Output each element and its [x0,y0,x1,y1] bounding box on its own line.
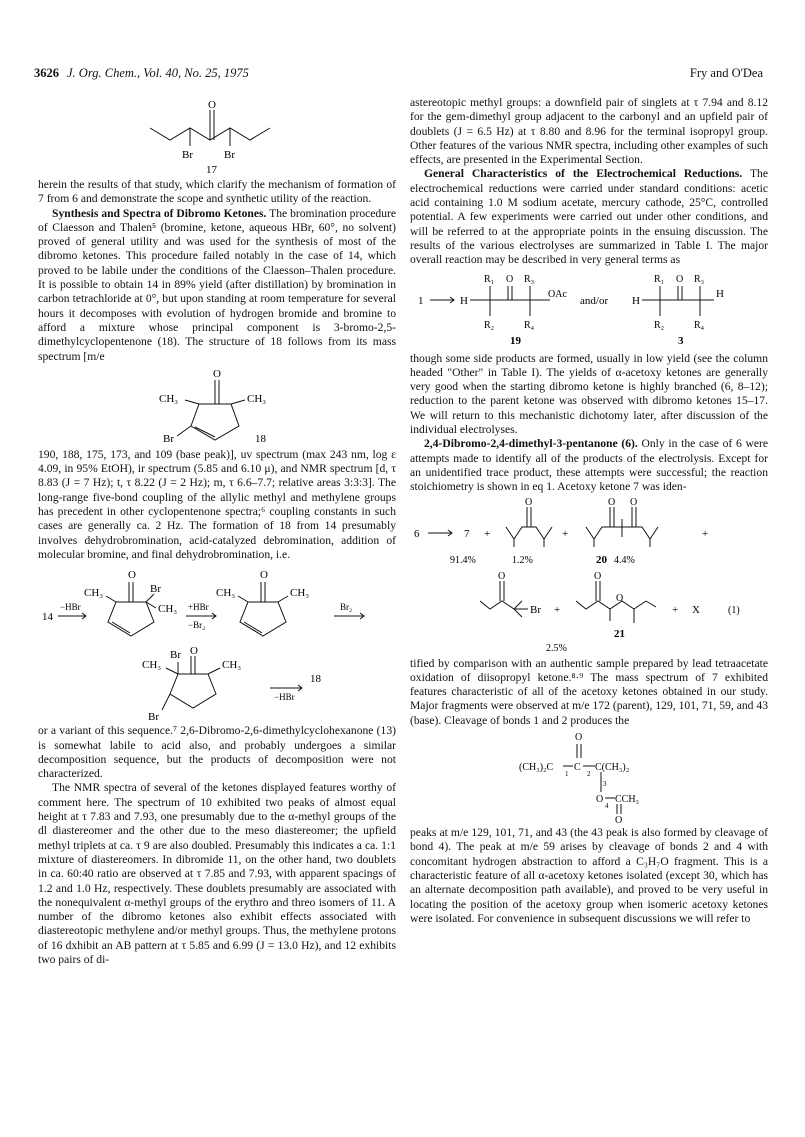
s18-num: 18 [255,432,266,445]
left-para-1: herein the results of that study, which clarify the mechanism of formation of 7 from 6 and demonstrate the scope and synthetic utility of the reaction. [38,178,396,206]
scheme-br-3: Br [148,711,159,723]
right-para-4-text: Only in the case of 6 were attempts made to identify all of the products of the electrolysis. Except for an unidentified trace product, these attempts were successful; the reaction stoichiometry is shown in eq 1. Acetoxy ketone 7 was iden- [410,437,769,494]
scheme-o-3: O [190,645,198,658]
journal-citation: J. Org. Chem., Vol. 40, No. 25, 1975 [67,66,249,80]
eq-h-2: H [632,294,640,307]
s17-br1: Br [182,149,193,161]
eq-oac: OAc [548,288,567,300]
eq1-o-3: O [630,496,638,508]
scheme-plus-hbr: +HBr [188,602,209,613]
s17-num: 17 [206,164,217,176]
right-para-5: tified by comparison with an authentic sample prepared by lead tetraacetate oxidation of diisopropyl ketone.⁸·⁹ The mass spectrum of 7 exhibited features characteristic of all of the acetoxy ketones obtained in our study. Major fragments were observed at m/e 172 (parent), 129, 101, 71, 59, and 43 (base). Cleavage of bonds 1 and 2 produces the [410,656,768,727]
eq-1: 1 [418,294,424,307]
eq1-6: 6 [414,527,420,540]
scheme-br-2: Br [170,649,181,662]
eq1-o-1: O [525,496,533,508]
right-para-4 [410,437,768,494]
scheme-br2: Br₂ [340,602,353,613]
s17-o: O [208,99,216,111]
heading-synthesis: Synthesis and Spectra of Dibromo Ketones. [52,206,267,220]
eq-r3-b: R₃ [694,273,705,285]
frag-o-top: O [575,732,583,744]
frag-bond-1: 1 [565,770,569,779]
eq-r4: R₄ [524,319,535,331]
eq-h-1: H [460,294,468,307]
structure-18 [137,366,297,446]
heading-dibromo: 2,4-Dibromo-2,4-dimethyl-3-pentanone (6). [424,437,638,451]
frag-cch3: CCH₃ [615,794,640,806]
left-para-2-text: The bromination procedure of Claesson and Thalen⁵ (bromine, ketone, aqueous HBr, 60°, no solvent) proved of general utility and was used for the synthesis of most of the dibromo ketones. This procedure failed notably in the case of 14, which proved to be labile under the conditions of the Claesson–Thalen procedure. It is possible to obtain 14 in 89% yield (after distillation) by bromination in carbon tetrachloride at 0°, but upon standing at room temperature for several hours it decomposes with evolution of hydrogen bromide and bromine to afford a mixture whose principal component is 3-bromo-2,5-dimethylcyclopentenone (18). The structure of 18 follows from its mass spectrum [m/e [38,206,397,363]
scheme-minus-hbr-2: −HBr [274,692,295,703]
eq1-number: (1) [728,604,740,616]
eq-3: 3 [678,334,684,347]
eq1-21: 21 [614,627,625,640]
eq1-x: X [692,603,700,616]
eq1-plus-4: + [554,603,561,616]
frag-c: C [574,762,581,774]
eq1-plus-3: + [702,527,709,540]
left-para-3: 190, 188, 175, 173, and 109 (base peak)], uv spectrum (max 243 nm, log ε 4.09, in 95% EtOH), ir spectrum (5.85 and 6.10 μ), and NMR spectrum [d, τ 8.83 (J = 7 Hz); t, τ 8.22 (J = 2 Hz); m, τ 6.6–7.7; relative areas 3:3:3]. The long-range five-bond coupling of the allylic methyl and methylene groups has precedent in other cyclopentenone spectra;⁶ coupling constants in such cases are generally ca. 2 Hz. The formation of 18 from 14 presumably involves dehydrobromination, acid-catalyzed debromination, addition of molecular bromine, and final dehydrobromination, i.e. [38,447,396,561]
s17-br2: Br [224,149,235,161]
scheme-ch3-6: CH₃ [222,659,242,672]
scheme-14: 14 [42,611,53,624]
eq1-7: 7 [464,527,470,540]
eq-h-3: H [716,287,724,300]
eq-r1-b: R₁ [654,273,665,285]
left-column [38,96,396,967]
scheme-ch3-4: CH₃ [290,587,310,600]
frag-left: (CH₃)₂C [519,762,554,774]
scheme-ch3-1: CH₃ [84,587,104,600]
frag-o-ester: O [596,794,604,806]
equation-1 [410,497,768,655]
running-head-authors: Fry and O'Dea [689,66,763,80]
scheme-br-1: Br [150,583,161,596]
eq1-yield-ketone: 1.2% [512,554,533,566]
running-head-left [34,66,249,81]
s18-br: Br [163,432,174,445]
eq-r1: R₁ [484,273,495,285]
scheme-ch3-2: CH₃ [158,603,178,616]
right-para-2-text: The electrochemical reductions were carried under standard conditions: acetic acid containing 1.0 M sodium acetate, mercury cathode, 25°C, controlled potential. A few experiments were carried out under other conditions, and will be referred to at the appropriate points in the ensuing discussion. The results of the various electrolyses are summarized in Table I. The major overall reaction may be described in very general terms as [410,167,769,267]
eq1-o-4: O [498,570,506,582]
general-equation [410,270,768,350]
s18-o: O [213,367,221,380]
left-para-2 [38,207,396,364]
frag-bond-3: 3 [603,780,607,789]
page-header [34,66,771,82]
eq1-plus-2: + [562,527,569,540]
fragment-diagram [469,730,709,824]
scheme-18: 18 [310,673,321,686]
eq1-plus-1: + [484,527,491,540]
right-para-2 [410,167,768,267]
right-column [410,96,768,926]
scheme-minus-hbr-1: −HBr [60,602,81,613]
eq1-o-2: O [608,496,616,508]
scheme-ch3-5: CH₃ [142,659,162,672]
left-para-4: or a variant of this sequence.⁷ 2,6-Dibromo-2,6-dimethylcyclohexanone (13) is somewhat labile to acid also, and probably undergoes a similar decomposition sequence, but the products of decomposition were not characterized. [38,724,396,781]
eq-19: 19 [510,334,521,347]
structure-17 [142,98,292,176]
page-number: 3626 [34,66,59,80]
frag-bond-4: 4 [605,802,609,811]
eq1-yield-7: 91.4% [450,554,476,566]
eq-r4-b: R₄ [694,319,705,331]
eq1-br: Br [530,603,541,616]
eq1-o-6: O [616,592,624,604]
eq-r2-b: R₂ [654,319,665,331]
eq1-20: 20 [596,553,607,566]
right-para-6: peaks at m/e 129, 101, 71, and 43 (the 43 peak is also formed by cleavage of bond 4). The peak at m/e 59 arises by cleavage of bonds 2 and 4 with concomitant hydrogen abstraction to afford a C₃H₇O fragment. This is a characteristic feature of all α-acetoxy ketones isolated (except 30, which has an alternate decomposition path available), and proved to be very useful in locating the position of the acetoxy group when isomeric acetoxy ketones were isolated. For convenience in subsequent discussions we will refer to [410,826,768,925]
eq-andor: and/or [580,294,609,307]
left-para-5: The NMR spectra of several of the ketones displayed features worthy of comment here. The spectrum of 10 exhibited two peaks of almost equal height at τ 7.83 and 7.93, one presumably due to the α-methyl groups of the dl diastereomer and the other due to the meso diastereomer; the upfield methyl triplets at ca. τ 9 are also doubled. Presumably this indicates a ca. 1:1 mixture of diastereomers. In dibromide 11, on the other hand, two doublets in ca. 60:40 ratio are observed at τ 7.85 and 7.93, with apparent spacings of 1.2 and 1.0 Hz, respectively. These doublets presumably are associated with the nonequivalent α-methyl groups of the erythro and threo isomers of 11. A number of the dibromo ketones also exhibit effects associated with diastereotopic methylene and/or methyl groups. Thus, the methylene protons of 16 dxhibit an AB pattern at τ 5.85 and 6.99 (J = 13.0 Hz), and 12 exhibits two pairs of di- [38,781,396,966]
eq1-yield-21: 2.5% [546,642,567,654]
scheme-o-2: O [260,569,268,582]
scheme-14-to-18 [38,564,396,722]
heading-general: General Characteristics of the Electrochemical Reductions. [424,167,743,181]
s18-ch3b: CH₃ [247,392,267,405]
scheme-o-1: O [128,569,136,582]
scheme-ch3-3: CH₃ [216,587,236,600]
right-para-3: though some side products are formed, usually in low yield (see the column headed "Other" in Table I). The yields of α-acetoxy ketones are generally very good when the starting dibromo ketone is highly branched (6, 8–12); reduction to the parent ketone was observed with dibromo ketones 15–17. We will return to this mechanistic dichotomy later, after discussion of the individual electrolyses. [410,351,768,437]
frag-o-bottom: O [615,815,623,825]
eq1-plus-5: + [672,603,679,616]
eq-o-1: O [506,273,514,285]
scheme-minus-br2: −Br₂ [188,620,206,631]
eq1-yield-20: 4.4% [614,554,635,566]
frag-bond-2: 2 [587,770,591,779]
eq-r2: R₂ [484,319,495,331]
eq1-o-5: O [594,570,602,582]
right-para-1: astereotopic methyl groups: a downfield pair of singlets at τ 7.94 and 8.12 for the gem-dimethyl group adjacent to the carbonyl and an upfield pair of doublets (J = 6.5 Hz) at τ 8.80 and 8.96 for the terminal isopropyl group. Other features of the various NMR spectra, including other examples of such effects, are presented in the Experimental Section. [410,96,768,167]
s18-ch3a: CH₃ [159,392,179,405]
eq-o-2: O [676,273,684,285]
frag-right: C(CH₃)₂ [595,762,630,774]
eq-r3: R₃ [524,273,535,285]
